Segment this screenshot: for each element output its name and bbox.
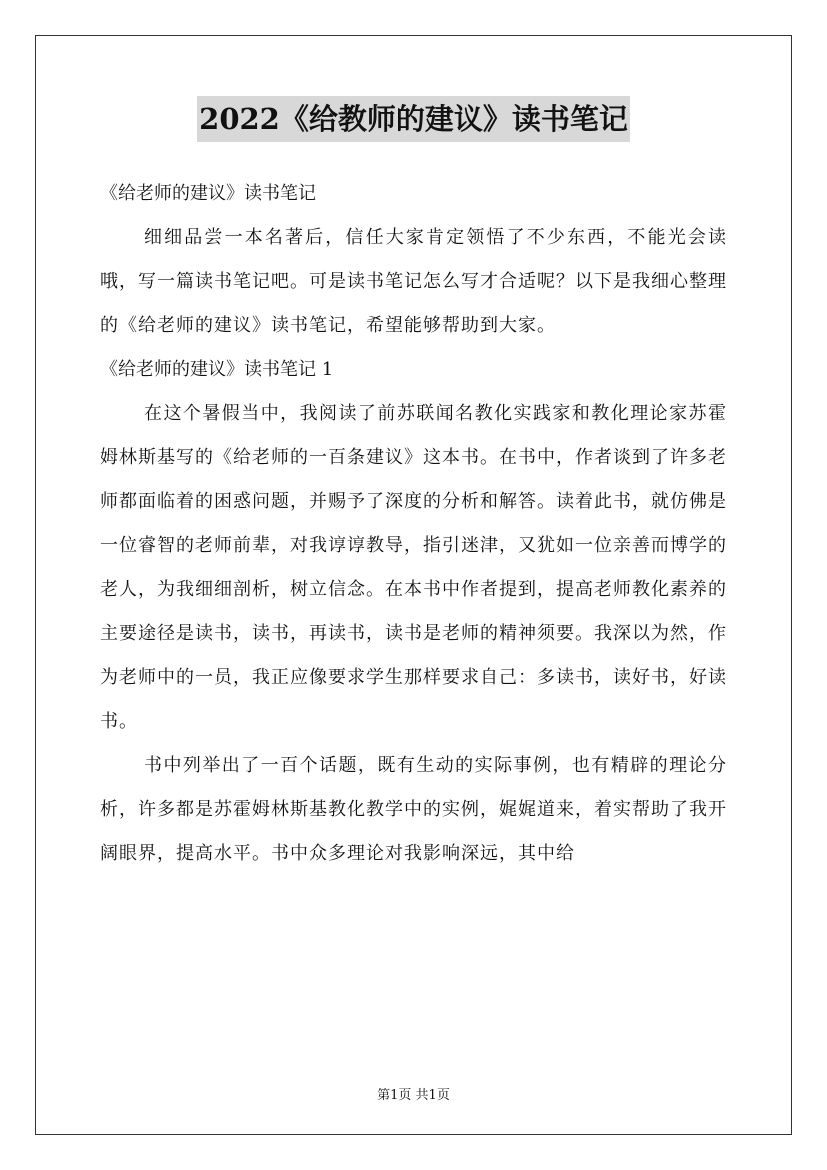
section-heading-1: 《给老师的建议》读书笔记 1 (100, 359, 334, 380)
document-body (100, 172, 727, 876)
page-footer: 第1页 共1页 (377, 1088, 450, 1103)
body-paragraph-1: 在这个暑假当中，我阅读了前苏联闻名教化实践家和教化理论家苏霍姆林斯基写的《给老师的一百条建议》这本书。在书中，作者谈到了许多老师都面临着的困惑问题，并赐予了深度的分析和解答。读着此书，就仿佛是一位睿智的老师前辈，对我谆谆教导，指引迷津，又犹如一位亲善而博学的老人，为我细细剖析，树立信念。在本书中作者提到，提高老师教化素养的主要途径是读书，读书，再读书，读书是老师的精神须要。我深以为然，作为老师中的一员，我正应像要求学生那样要求自己：多读书，读好书，好读书。 (100, 403, 727, 732)
body-paragraph-2: 书中列举出了一百个话题，既有生动的实际事例，也有精辟的理论分析，许多都是苏霍姆林斯基教化教学中的实例，娓娓道来，着实帮助了我开阔眼界，提高水平。书中众多理论对我影响深远，其中给 (100, 755, 727, 864)
section-heading: 《给老师的建议》读书笔记 (100, 183, 316, 204)
document-title-wrapper (0, 96, 827, 142)
document-title: 2022《给教师的建议》读书笔记 (197, 96, 630, 142)
intro-paragraph: 细细品尝一本名著后，信任大家肯定领悟了不少东西，不能光会读哦，写一篇读书笔记吧。可是读书笔记怎么写才合适呢？以下是我细心整理的《给老师的建议》读书笔记，希望能够帮助到大家。 (100, 227, 727, 336)
